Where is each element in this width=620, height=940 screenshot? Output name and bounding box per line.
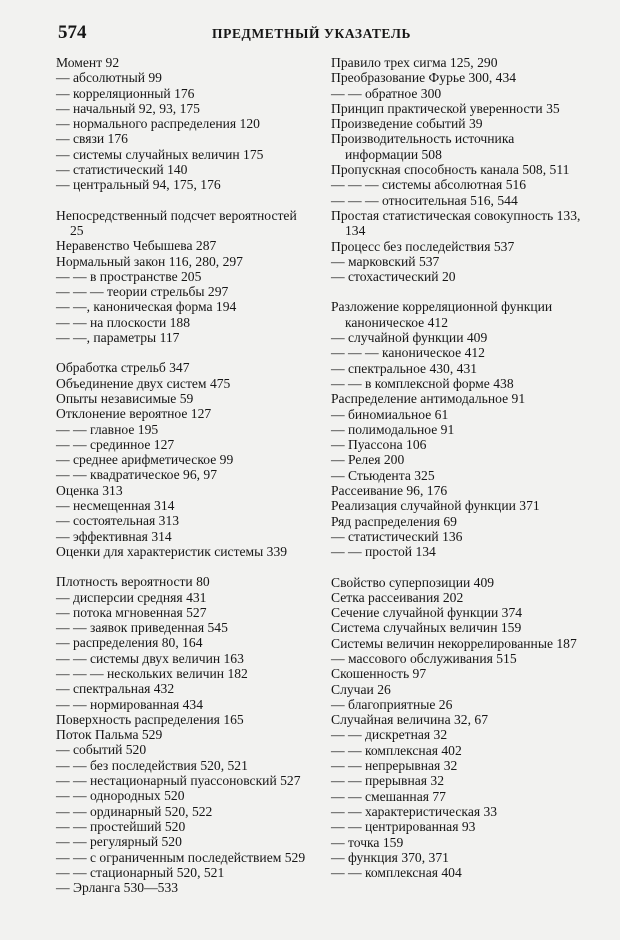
index-entry: — стохастический 20 <box>331 269 456 285</box>
index-entry: Простая статистическая совокупность 133, 134 <box>331 207 581 239</box>
page-number: 574 <box>58 22 87 43</box>
index-entry: — точка 159 <box>331 834 404 850</box>
index-entry: Неравенство Чебышева 287 <box>56 238 217 254</box>
index-entry: Случаи 26 <box>331 681 391 697</box>
index-entry: — функция 370, 371 <box>331 849 449 865</box>
index-entry: — полимодальное 91 <box>331 421 455 437</box>
index-entry: Ряд распределения 69 <box>331 513 457 529</box>
index-entry: Разложение корреляционной функции каноническое 412 <box>331 299 553 330</box>
index-entry: — — квадратическое 96, 97 <box>56 467 218 483</box>
index-entry: — распределения 80, 164 <box>56 635 203 651</box>
index-entry: Пропускная способность канала 508, 511 <box>331 162 570 178</box>
index-entry: — — в комплексной форме 438 <box>331 375 514 391</box>
index-entry: — — заявок приведенная 545 <box>56 620 228 636</box>
index-entry: — массового обслуживания 515 <box>331 650 517 666</box>
index-entry: — — с ограниченным последействием 529 <box>56 849 306 865</box>
index-entry: — — простейший 520 <box>56 818 186 834</box>
index-entry: — эффективная 314 <box>56 528 172 544</box>
index-entry: — — в пространстве 205 <box>56 268 202 284</box>
index-entry: Непосредственный подсчет вероятностей 25 <box>56 207 297 238</box>
index-entry: — марковский 537 <box>331 253 440 269</box>
index-entry: — спектральное 430, 431 <box>331 360 478 376</box>
index-entry: — — непрерывная 32 <box>331 758 458 774</box>
index-column-right <box>331 55 587 880</box>
index-entry: Поток Пальма 529 <box>56 727 163 743</box>
index-entry: — Пуассона 106 <box>331 437 427 453</box>
index-entry: — — комплексная 402 <box>331 742 462 758</box>
index-entry: Распределение антимодальное 91 <box>331 391 526 407</box>
index-entry: — — ординарный 520, 522 <box>56 803 213 819</box>
index-entry: — Эрланга 530—533 <box>56 880 179 896</box>
index-entry: Сечение случайной функции 374 <box>331 605 523 621</box>
index-entry: Преобразование Фурье 300, 434 <box>331 70 517 86</box>
index-entry: Процесс без последействия 537 <box>331 238 515 254</box>
index-entry: — — нормированная 434 <box>56 696 204 712</box>
index-entry: — нормального распределения 120 <box>56 116 260 132</box>
index-entry: — Релея 200 <box>331 452 405 468</box>
index-entry: — — комплексная 404 <box>331 865 462 881</box>
index-entry: — — центрированная 93 <box>331 819 476 835</box>
index-entry: — статистический 140 <box>56 162 188 178</box>
index-entry: Скошенность 97 <box>331 666 427 682</box>
index-entry: Отклонение вероятное 127 <box>56 406 212 422</box>
index-entry: — биномиальное 61 <box>331 406 449 422</box>
index-entry: Рассеивание 96, 176 <box>331 483 448 499</box>
index-entry: — — смешанная 77 <box>331 788 446 804</box>
index-entry: — дисперсии средняя 431 <box>56 589 207 605</box>
index-entry: — — нестационарный пуассоновский 527 <box>56 773 301 789</box>
index-entry: — несмещенная 314 <box>56 498 175 514</box>
index-entry: Правило трех сигма 125, 290 <box>331 55 498 70</box>
index-entry: — благоприятные 26 <box>331 696 453 712</box>
index-entry: — — характеристическая 33 <box>331 803 498 819</box>
index-entry: — корреляционный 176 <box>56 85 195 101</box>
index-entry: — среднее арифметическое 99 <box>56 452 234 468</box>
index-entry: Система случайных величин 159 <box>331 620 522 636</box>
index-entry: Плотность вероятности 80 <box>56 574 210 590</box>
index-entry: Производительность источника информации 508 <box>331 131 515 162</box>
index-entry: — случайной функции 409 <box>331 330 488 346</box>
index-entry: — —, параметры 117 <box>56 330 180 346</box>
index-entry: Обработка стрельб 347 <box>56 360 190 376</box>
index-entry: — связи 176 <box>56 131 128 147</box>
index-entry: Реализация случайной функции 371 <box>331 498 540 514</box>
index-entry: — — — нескольких величин 182 <box>56 665 248 681</box>
index-entry: — —, каноническая форма 194 <box>56 299 237 315</box>
index-entry: Поверхность распределения 165 <box>56 711 244 727</box>
index-entry: — — системы двух величин 163 <box>56 650 244 666</box>
index-entry: — начальный 92, 93, 175 <box>56 100 200 116</box>
index-entry: Опыты независимые 59 <box>56 390 194 406</box>
index-entry: Принцип практической уверенности 35 <box>331 100 560 116</box>
index-entry: — статистический 136 <box>331 528 463 544</box>
index-entry: — — — каноническое 412 <box>331 345 485 361</box>
index-entry: Оценка 313 <box>56 482 123 498</box>
index-entry: — потока мгновенная 527 <box>56 604 207 620</box>
index-entry: — — прерывная 32 <box>331 773 444 789</box>
index-entry: Свойство суперпозиции 409 <box>331 574 495 590</box>
index-column-left <box>56 55 312 895</box>
index-entry: Момент 92 <box>56 55 120 70</box>
index-entry: — — на плоскости 188 <box>56 314 191 330</box>
index-entry: — — стационарный 520, 521 <box>56 864 225 880</box>
running-title: ПРЕДМЕТНЫЙ УКАЗАТЕЛЬ <box>212 26 412 41</box>
index-entry: Оценки для характеристик системы 339 <box>56 543 288 559</box>
index-entry: Случайная величина 32, 67 <box>331 712 488 728</box>
index-entry: Системы величин некоррелированные 187 <box>331 635 577 651</box>
index-entry: — спектральная 432 <box>56 681 175 697</box>
index-entry: — — главное 195 <box>56 421 159 437</box>
index-entry: — — дискретная 32 <box>331 727 448 743</box>
index-entry: — состоятельная 313 <box>56 513 180 529</box>
index-entry: — — — системы абсолютная 516 <box>331 177 527 193</box>
index-entry: Объединение двух систем 475 <box>56 375 231 391</box>
index-entry: — системы случайных величин 175 <box>56 146 264 162</box>
index-entry: — центральный 94, 175, 176 <box>56 177 221 193</box>
index-entry: — абсолютный 99 <box>56 70 162 86</box>
index-entry: Нормальный закон 116, 280, 297 <box>56 253 243 269</box>
index-entry: — — срединное 127 <box>56 436 175 452</box>
index-entry: Сетка рассеивания 202 <box>331 589 464 605</box>
index-entry: — — простой 134 <box>331 544 436 560</box>
index-entry: — — — теории стрельбы 297 <box>56 284 229 300</box>
index-entry: — — — относительная 516, 544 <box>331 192 518 208</box>
index-entry: — событий 520 <box>56 742 147 758</box>
index-entry: — — без последействия 520, 521 <box>56 757 248 773</box>
index-entry: — — обратное 300 <box>331 85 442 101</box>
index-entry: Произведение событий 39 <box>331 116 483 132</box>
index-entry: — Стьюдента 325 <box>331 467 435 483</box>
index-entry: — — регулярный 520 <box>56 834 182 850</box>
index-entry: — — однородных 520 <box>56 788 185 804</box>
